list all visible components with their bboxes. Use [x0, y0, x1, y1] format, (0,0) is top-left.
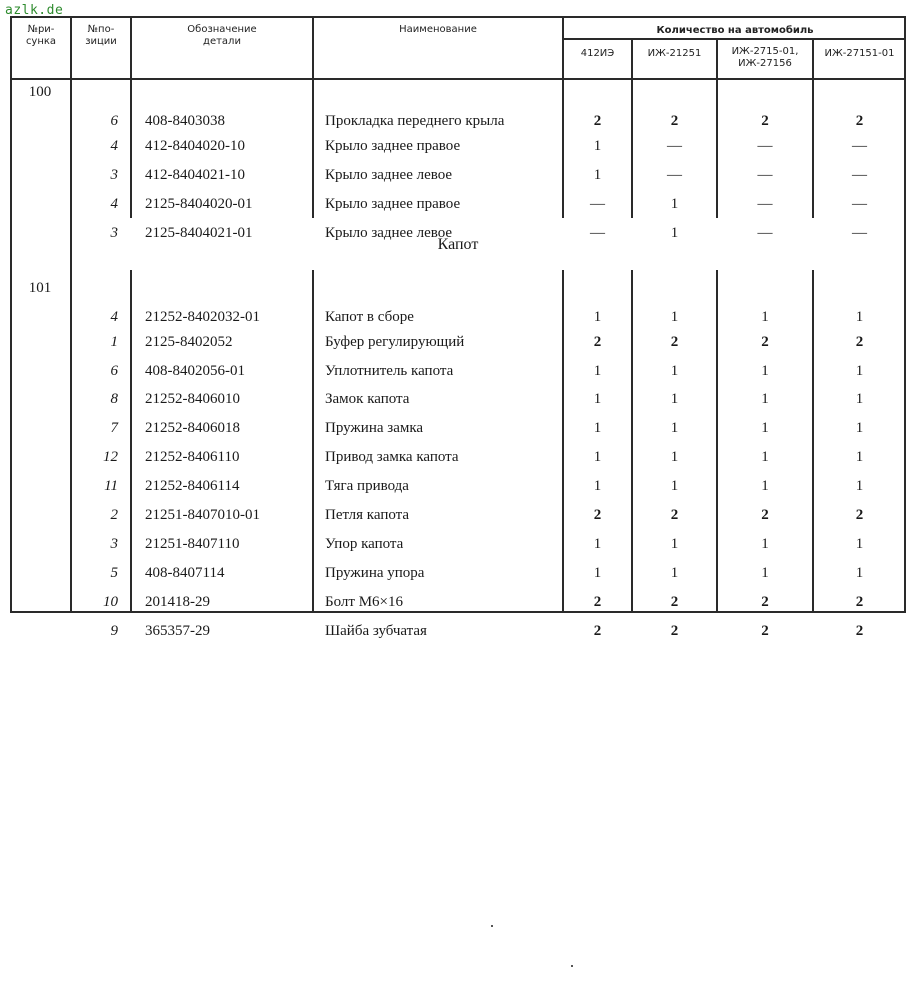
quantity-cell: 1 [855, 363, 864, 379]
quantity-cell: 1 [855, 565, 864, 581]
position-number: 1 [110, 334, 118, 350]
header-model: ИЖ-2715-01, ИЖ-27156 [731, 46, 799, 69]
header-figure-no: №ри- сунка [25, 24, 57, 47]
quantity-cell: 2 [593, 594, 602, 610]
part-designation: 365357-29 [145, 623, 210, 639]
part-name: Крыло заднее правое [325, 196, 461, 212]
column-divider [312, 16, 314, 613]
part-designation: 21252-8406114 [145, 478, 240, 494]
position-number: 11 [104, 478, 118, 494]
quantity-cell: 1 [761, 420, 769, 436]
part-name: Петля капота [325, 507, 410, 523]
part-name: Крыло заднее левое [325, 225, 453, 241]
quantity-cell: 1 [855, 536, 864, 552]
quantity-cell: 1 [855, 420, 864, 436]
quantity-cell: 1 [670, 196, 679, 212]
part-designation: 2125-8404020-01 [145, 196, 253, 212]
quantity-cell: 1 [761, 363, 769, 379]
quantity-cell: 2 [761, 334, 769, 350]
part-designation: 408-8402056-01 [145, 363, 245, 379]
quantity-cell: — [757, 196, 773, 212]
position-number: 3 [110, 536, 118, 552]
part-name: Прокладка переднего крыла [325, 113, 505, 129]
scan-speck [491, 925, 493, 927]
part-designation: 408-8407114 [145, 565, 225, 581]
quantity-cell: — [757, 138, 773, 154]
quantity-cell: 1 [670, 309, 679, 325]
quantity-cell: — [667, 167, 682, 183]
quantity-cell: 1 [670, 363, 679, 379]
quantity-cell: 2 [593, 507, 602, 523]
quantity-cell: 1 [593, 478, 602, 494]
quantity-cell: 1 [593, 420, 602, 436]
part-name: Болт М6×16 [325, 594, 404, 610]
quantity-cell: — [590, 196, 605, 212]
position-number: 5 [110, 565, 118, 581]
quantity-cell: — [667, 138, 682, 154]
quantity-cell: 1 [855, 449, 864, 465]
quantity-cell: 1 [670, 449, 679, 465]
quantity-cell: 1 [593, 167, 602, 183]
position-number: 3 [110, 167, 118, 183]
position-number: 4 [110, 196, 118, 212]
part-name: Крыло заднее правое [325, 138, 461, 154]
quantity-cell: 2 [670, 507, 679, 523]
figure-number: 101 [28, 280, 52, 296]
quantity-cell: 1 [761, 565, 769, 581]
column-divider [130, 16, 132, 613]
position-number: 4 [110, 309, 118, 325]
quantity-cell: 1 [761, 478, 769, 494]
part-name: Буфер регулирующий [325, 334, 465, 350]
quantity-cell: 1 [670, 565, 679, 581]
position-number: 8 [110, 391, 118, 407]
quantity-cell: 1 [761, 309, 769, 325]
quantity-cell: 2 [855, 623, 864, 639]
quantity-cell: — [852, 138, 867, 154]
header-divider [10, 78, 906, 80]
position-number: 9 [110, 623, 118, 639]
header-name: Наименование [399, 24, 477, 35]
quantity-cell: 2 [855, 113, 864, 129]
quantity-cell: — [852, 225, 867, 241]
part-name: Капот в сборе [325, 309, 414, 325]
part-name: Упор капота [325, 536, 404, 552]
position-number: 4 [110, 138, 118, 154]
quantity-cell: 1 [593, 309, 602, 325]
quantity-cell: 1 [761, 391, 769, 407]
header-model: ИЖ-27151-01 [824, 48, 895, 59]
part-designation: 412-8404021-10 [145, 167, 245, 183]
quantity-cell: 1 [593, 391, 602, 407]
quantity-cell: 1 [855, 309, 864, 325]
position-number: 6 [110, 113, 118, 129]
figure-number: 100 [28, 84, 52, 100]
quantity-cell: 1 [761, 449, 769, 465]
header-position-no: №по- зиции [85, 24, 117, 47]
quantity-cell: — [590, 225, 605, 241]
quantity-cell: — [757, 225, 773, 241]
part-name: Пружина упора [325, 565, 425, 581]
quantity-cell: 1 [593, 536, 602, 552]
quantity-cell: 1 [670, 536, 679, 552]
quantity-cell: 1 [670, 420, 679, 436]
quantity-cell: 1 [670, 225, 679, 241]
section-title: Капот [437, 236, 479, 253]
quantity-cell: 2 [761, 623, 769, 639]
part-designation: 2125-8404021-01 [145, 225, 253, 241]
part-designation: 21252-8406110 [145, 449, 240, 465]
position-number: 2 [110, 507, 118, 523]
part-designation: 201418-29 [145, 594, 210, 610]
header-designation: Обозначение детали [187, 24, 257, 47]
quantity-cell: 1 [855, 478, 864, 494]
part-designation: 408-8403038 [145, 113, 225, 129]
quantity-cell: 2 [855, 334, 864, 350]
column-divider [70, 16, 72, 613]
position-number: 10 [103, 594, 118, 610]
quantity-cell: 2 [670, 334, 679, 350]
part-name: Привод замка капота [325, 449, 459, 465]
part-name: Крыло заднее левое [325, 167, 453, 183]
quantity-cell: 1 [761, 536, 769, 552]
part-name: Тяга привода [325, 478, 409, 494]
part-designation: 21252-8406010 [145, 391, 240, 407]
quantity-cell: — [852, 196, 867, 212]
quantity-cell: 2 [593, 113, 602, 129]
position-number: 6 [110, 363, 118, 379]
quantity-cell: 2 [670, 113, 679, 129]
quantity-cell: 1 [670, 478, 679, 494]
quantity-cell: 2 [670, 623, 679, 639]
part-name: Замок капота [325, 391, 410, 407]
part-designation: 21252-8406018 [145, 420, 240, 436]
part-designation: 412-8404020-10 [145, 138, 245, 154]
scan-speck [571, 965, 573, 967]
part-designation: 21251-8407010-01 [145, 507, 260, 523]
quantity-cell: 2 [855, 594, 864, 610]
header-divider [562, 38, 906, 40]
quantity-cell: — [852, 167, 867, 183]
header-model: 412ИЭ [580, 48, 615, 59]
quantity-cell: 2 [761, 507, 769, 523]
quantity-cell: 1 [593, 449, 602, 465]
part-name: Уплотнитель капота [325, 363, 454, 379]
part-name: Шайба зубчатая [325, 623, 427, 639]
part-designation: 2125-8402052 [145, 334, 233, 350]
part-designation: 21252-8402032-01 [145, 309, 260, 325]
position-number: 12 [103, 449, 118, 465]
quantity-cell: 1 [593, 363, 602, 379]
quantity-cell: 1 [593, 565, 602, 581]
part-designation: 21251-8407110 [145, 536, 240, 552]
position-number: 7 [110, 420, 118, 436]
header-quantity-group: Количество на автомобиль [656, 25, 814, 36]
quantity-cell: 2 [761, 113, 769, 129]
quantity-cell: 2 [855, 507, 864, 523]
quantity-cell: 1 [670, 391, 679, 407]
quantity-cell: — [757, 167, 773, 183]
quantity-cell: 1 [855, 391, 864, 407]
quantity-cell: 2 [593, 334, 602, 350]
header-model: ИЖ-21251 [647, 48, 702, 59]
watermark: azlk.de [5, 3, 64, 18]
quantity-cell: 2 [670, 594, 679, 610]
quantity-cell: 2 [761, 594, 769, 610]
quantity-cell: 2 [593, 623, 602, 639]
quantity-cell: 1 [593, 138, 602, 154]
part-name: Пружина замка [325, 420, 424, 436]
position-number: 3 [110, 225, 118, 241]
